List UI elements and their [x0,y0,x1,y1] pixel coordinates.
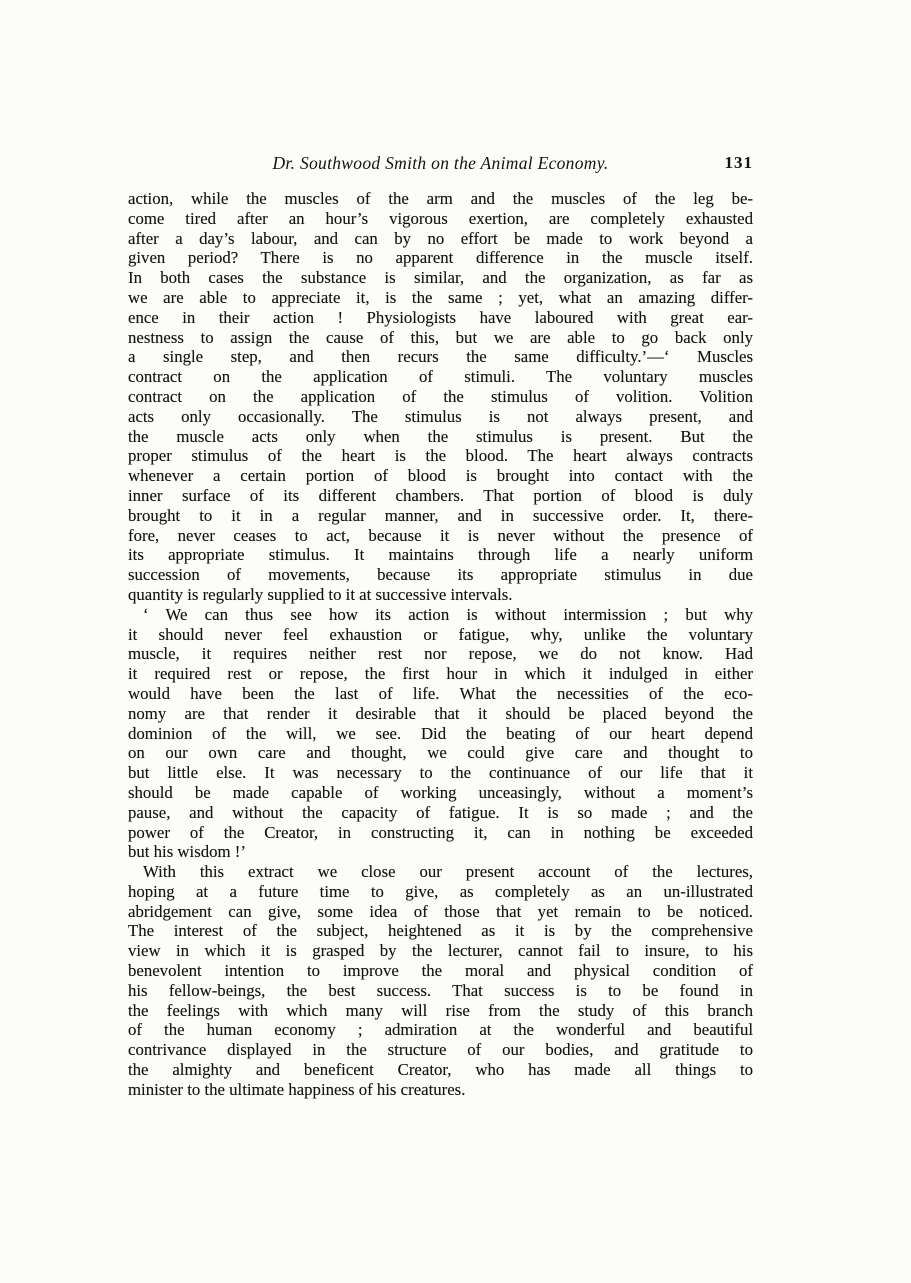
text-line: muscle, it requires neither rest nor repose, we do not know. Had [128,644,753,664]
text-line: we are able to appreciate it, is the same ; yet, what an amazing differ- [128,287,753,307]
text-line: would have been the last of life. What the necessities of the eco- [128,683,753,703]
text-line: it required rest or repose, the first hour in which it indulged in either [128,664,753,684]
text-line: whenever a certain portion of blood is brought into contact with the [128,466,753,486]
paragraph [128,862,753,1100]
text-line: succession of movements, because its appropriate stimulus in due [128,565,753,585]
text-line: power of the Creator, in constructing it, can in nothing be exceeded [128,822,753,842]
text-line: ‘ We can thus see how its action is without intermission ; but why [143,604,753,624]
text-line: ence in their action ! Physiologists have laboured with great ear- [128,307,753,327]
text-line: come tired after an hour’s vigorous exertion, are completely exhausted [128,208,753,228]
text-line: but his wisdom !’ [128,842,246,862]
text-line: its appropriate stimulus. It maintains through life a nearly uniform [128,545,753,565]
text-line: acts only occasionally. The stimulus is not always present, and [128,406,753,426]
text-line: the feelings with which many will rise from the study of this branch [128,1000,753,1020]
page-header [128,153,753,177]
running-title: Dr. Southwood Smith on the Animal Economy. [272,153,609,173]
text-line: the almighty and beneficent Creator, who has made all things to [128,1060,753,1080]
text-line: given period? There is no apparent difference in the muscle itself. [128,248,753,268]
text-line: dominion of the will, we see. Did the beating of our heart depend [128,723,753,743]
text-line: contract on the application of the stimulus of volition. Volition [128,386,753,406]
text-line: a single step, and then recurs the same difficulty.’—‘ Muscles [128,347,753,367]
text-line: contract on the application of stimuli. The voluntary muscles [128,367,753,387]
body-text [128,189,753,1100]
text-line: fore, never ceases to act, because it is never without the presence of [128,525,753,545]
text-line: brought to it in a regular manner, and in successive order. It, there- [128,505,753,525]
text-line: contrivance displayed in the structure of our bodies, and gratitude to [128,1040,753,1060]
text-line: With this extract we close our present account of the lectures, [143,862,753,882]
text-line: In both cases the substance is similar, and the organization, as far as [128,268,753,288]
text-line: abridgement can give, some idea of those that yet remain to be noticed. [128,901,753,921]
text-line: hoping at a future time to give, as completely as an un-illustrated [128,881,753,901]
text-line: his fellow-beings, the best success. That success is to be found in [128,980,753,1000]
text-line: of the human economy ; admiration at the wonderful and beautiful [128,1020,753,1040]
text-line: but little else. It was necessary to the continuance of our life that it [128,763,753,783]
text-line: pause, and without the capacity of fatigue. It is so made ; and the [128,802,753,822]
text-line: view in which it is grasped by the lecturer, cannot fail to insure, to his [128,941,753,961]
text-line: benevolent intention to improve the moral and physical condition of [128,961,753,981]
paragraph [128,605,753,862]
text-line: on our own care and thought, we could give care and thought to [128,743,753,763]
text-line: inner surface of its different chambers. That portion of blood is duly [128,485,753,505]
page-number: 131 [724,153,753,172]
text-line: nestness to assign the cause of this, but we are able to go back only [128,327,753,347]
paragraph [128,189,753,605]
text-line: the muscle acts only when the stimulus is present. But the [128,426,753,446]
text-line: quantity is regularly supplied to it at successive intervals. [128,584,513,604]
text-line: nomy are that render it desirable that it should be placed beyond the [128,703,753,723]
text-line: should be made capable of working unceasingly, without a moment’s [128,782,753,802]
text-line: minister to the ultimate happiness of his creatures. [128,1079,466,1099]
text-line: proper stimulus of the heart is the blood. The heart always contracts [128,446,753,466]
text-line: The interest of the subject, heightened as it is by the comprehensive [128,921,753,941]
text-line: action, while the muscles of the arm and the muscles of the leg be- [128,189,753,208]
text-line: after a day’s labour, and can by no effort be made to work beyond a [128,228,753,248]
text-line: it should never feel exhaustion or fatigue, why, unlike the voluntary [128,624,753,644]
